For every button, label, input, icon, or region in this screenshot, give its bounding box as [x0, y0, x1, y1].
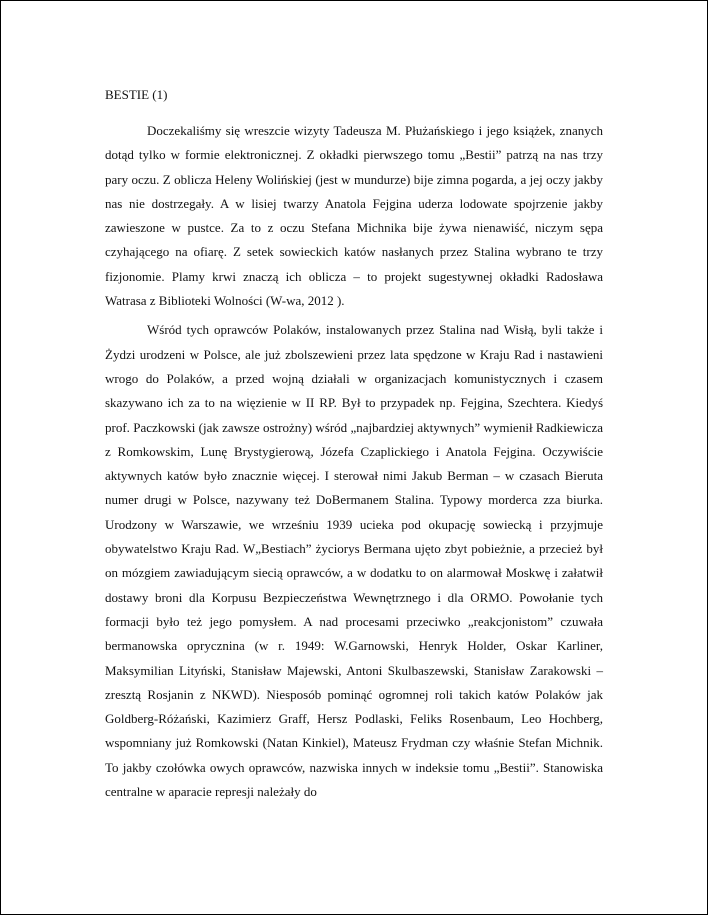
paragraph-2: Wśród tych oprawców Polaków, instalowanych przez Stalina nad Wisłą, byli także i Żydzi urodzeni w Polsce, ale już zbolszewieni przez lata spędzone w Kraju Rad i nastawieni wrogo do Polaków, a przed wojną działali w organizacjach komunistycznych i czasem skazywano ich za to na więzienie w II RP. Był to przypadek np. Fejgina, Szechtera. Kiedyś prof. Paczkowski (jak zawsze ostrożny) wśród „najbardziej aktywnych” wymienił Radkiewicza z Romkowskim, Lunę Brystygierową, Józefa Czaplickiego i Anatola Fejgina. Oczywiście aktywnych katów było znacznie więcej. I sterował nimi Jakub Berman – w czasach Bieruta numer drugi w Polsce, nazywany też DoBermanem Stalina. Typowy morderca zza biurka. Urodzony w Warszawie, we wrześniu 1939 ucieka pod okupację sowiecką i przyjmuje obywatelstwo Kraju Rad. W„Bestiach” życiorys Bermana ujęto zbyt pobieżnie, a przecież był on mózgiem zawiadującym siecią oprawców, a w dodatku to on alarmował Moskwę i załatwił dostawy broni dla Korpusu Bezpieczeństwa Wewnętrznego i dla ORMO. Powołanie tych formacji było też jego pomysłem. A nad procesami przeciwko „reakcjonistom” czuwała bermanowska oprycznina (w r. 1949: W.Garnowski, Henryk Holder, Oskar Karliner, Maksymilian Lityński, Stanisław Majewski, Antoni Skulbaszewski, Stanisław Zarakowski – zresztą Rosjanin z NKWD). Niesposób pominąć ogromnej roli takich katów Polaków jak Goldberg-Różański, Kazimierz Graff, Hersz Podlaski, Feliks Rosenbaum, Leo Hochberg, wspomniany już Romkowski (Natan Kinkiel), Mateusz Frydman czy właśnie Stefan Michnik. To jakby czołówka owych oprawców, nazwiska innych w indeksie tomu „Bestii”. Stanowiska centralne w aparacie represji należały do: [105, 322, 603, 800]
document-title: BESTIE (1): [105, 87, 168, 102]
document-body: [105, 85, 603, 809]
paragraph-1: Doczekaliśmy się wreszcie wizyty Tadeusza M. Płużańskiego i jego książek, znanych dotąd tylko w formie elektronicznej. Z okładki pierwszego tomu „Bestii” patrzą na nas trzy pary oczu. Z oblicza Heleny Wolińskiej (jest w mundurze) bije zimna pogarda, a jej oczy jakby nas nie dostrzegały. A w lisiej twarzy Anatola Fejgina uderza lodowate spojrzenie jakby zawieszone w pustce. Za to z oczu Stefana Michnika bije żywa nienawiść, niczym sępa czyhającego na ofiarę. Z setek sowieckich katów nasłanych przez Stalina wybrano te trzy fizjonomie. Plamy krwi znaczą ich oblicza – to projekt sugestywnej okładki Radosława Watrasa z Biblioteki Wolności (W-wa, 2012 ).: [105, 123, 603, 309]
